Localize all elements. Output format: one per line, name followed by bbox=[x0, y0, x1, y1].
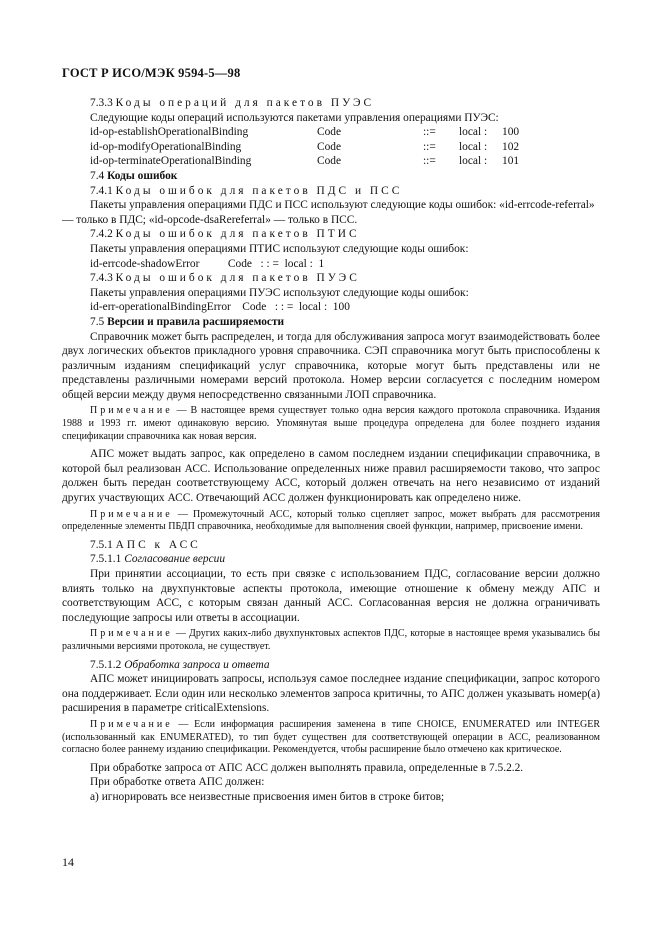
heading-7-4-2: 7.4.2 Коды ошибок для пакетов ПТИС bbox=[90, 228, 360, 241]
heading-7-4: 7.4 Коды ошибок bbox=[90, 169, 178, 182]
note: Примечание — Промежуточный АСС, который только сцепляет запрос, может выбрать для рассмотрения определенные элементы ПБДП справочника, необходимые для выполнения своей функции, например, присвоение имени. bbox=[62, 508, 600, 533]
page-content bbox=[62, 96, 601, 805]
note: Примечание — В настоящее время существует только одна версия каждого протокола справочника. Издания 1988 и 1993 гг. имеют одинаковую версию. Упомянутая выше процедура определена для более позднего издания спецификации справочника как новая версия. bbox=[62, 405, 601, 442]
paragraph: Следующие коды операций используются пакетами управления операциями ПУЭС: bbox=[90, 111, 499, 124]
code-line: id-err-operationalBindingError Code : : = local : 100 bbox=[90, 301, 350, 314]
heading-7-5-1-2: 7.5.1.2 Обработка запроса и ответа bbox=[90, 658, 270, 671]
heading-7-4-3: 7.4.3 Коды ошибок для пакетов ПУЭС bbox=[90, 272, 360, 285]
page-header: ГОСТ Р ИСО/МЭК 9594-5—98 bbox=[62, 66, 241, 80]
paragraph: АПС может выдать запрос, как определено в самом последнем издании спецификации справочника, в которой был реализован АСС. Использование определенных ниже правил расширяемости таково, что запрос должен быть передан соответствующему АСС, который должен отвечать на него независимо от изданий других участвующих АСС. Отвечающий АСС должен функционировать как определено ниже. bbox=[62, 448, 600, 505]
paragraph: Пакеты управления операциями ПДС и ПСС используют следующие коды ошибок: «id-errcode-referral» — только в ПДС; «id-opcode-dsaRereferral» — только в ПСС. bbox=[62, 199, 595, 226]
paragraph: При обработке ответа АПС должен: bbox=[90, 776, 265, 789]
code-row: id-op-terminateOperationalBinding Code ::= local : 101 bbox=[90, 155, 520, 168]
heading-7-3-3: 7.3.3 Коды операций для пакетов ПУЭС bbox=[90, 97, 375, 109]
paragraph: При обработке запроса от АПС АСС должен выполнять правила, определенные в 7.5.2.2. bbox=[90, 761, 524, 774]
paragraph: При принятии ассоциации, то есть при связке с использованием ПДС, согласование версии должно влиять только на двухпунктовые аспекты протокола, имеющие отношение к обмену между АПС и соответствующим АСС, с которым связан данный АСС. Согласованная версия не должна ограничивать последующие запросы или ответы в ассоциации. bbox=[62, 568, 600, 624]
code-line: id-errcode-shadowError Code : : = local : 1 bbox=[90, 257, 325, 270]
heading-7-5-1: 7.5.1 АПС к АСС bbox=[90, 538, 201, 551]
heading-7-5-1-1: 7.5.1.1 Согласование версии bbox=[90, 553, 226, 566]
code-row: id-op-modifyOperationalBinding Code ::= local : 102 bbox=[90, 140, 520, 153]
note: Примечание — Других каких-либо двухпунктовых аспектов ПДС, которые в настоящее время указывались бы различными версиями протокола, не существует. bbox=[62, 628, 601, 652]
code-table bbox=[90, 125, 600, 169]
paragraph: Справочник может быть распределен, и тогда для обслуживания запроса могут взаимодействовать более двух логических объектов прикладного уровня справочника. СЭП справочника могут быть приспособлены к различным изданиям спецификаций услуг справочника, которые могут быть представлены или не представлены различными номерами версий протокола. Номер версии согласуется с последним номером общей версии между двумя непосредственно связанными ЛОП справочника. bbox=[62, 330, 600, 401]
code-row: id-op-establishOperationalBinding Code ::= local : 100 bbox=[90, 126, 520, 139]
note: Примечание — Если информация расширения заменена в типе CHOICE, ENUMERATED или INTEGER (использованный как ENUMERATED), то тип будет существен для соответствующей операции в АСС, реализованном согласно более раннему изданию спецификации. Рекомендуется, чтобы расширение было отмечено как критическое. bbox=[62, 718, 600, 756]
heading-7-5: 7.5 Версии и правила расширяемости bbox=[90, 315, 285, 328]
paragraph: Пакеты управления операциями ПУЭС используют следующие коды ошибок: bbox=[90, 286, 469, 299]
paragraph: Пакеты управления операциями ПТИС используют следующие коды ошибок: bbox=[90, 242, 469, 255]
paragraph: АПС может инициировать запросы, используя самое последнее издание спецификации, запрос которого она поддерживает. Если один или несколько элементов запроса критичны, то АПС должен указывать номер(а) расширения в параметре criticalExtensions. bbox=[62, 673, 600, 715]
page-number: 14 bbox=[62, 855, 74, 869]
heading-7-4-1: 7.4.1 Коды ошибок для пакетов ПДС и ПСС bbox=[90, 184, 403, 197]
list-item: а) игнорировать все неизвестные присвоения имен битов в строке битов; bbox=[90, 790, 445, 803]
